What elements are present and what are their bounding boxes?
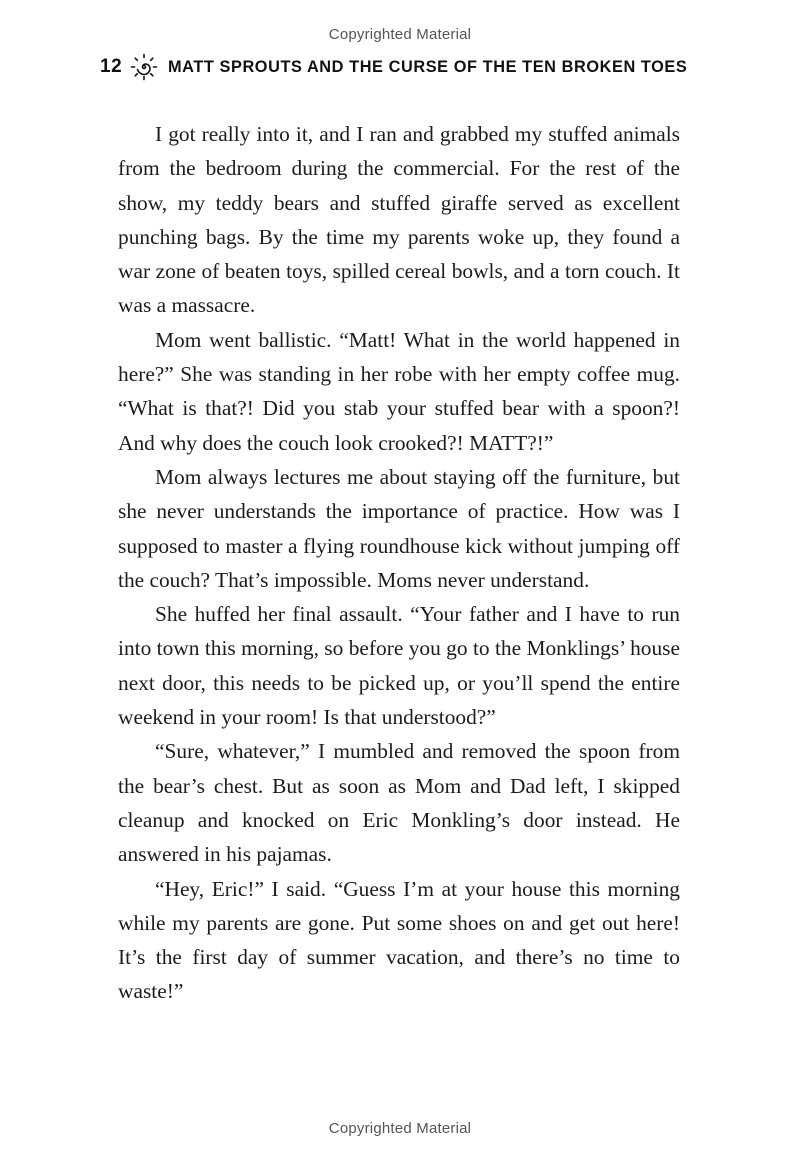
sun-swirl-icon xyxy=(130,53,158,81)
paragraph: Mom always lectures me about staying off the furniture, but she never understands the importance of practice. How was I supposed to master a flying roundhouse kick without jumping off the couch? That’s impossible. Moms never understand. xyxy=(118,464,680,592)
copyright-watermark-top: Copyrighted Material xyxy=(328,26,472,43)
paragraph: “Sure, whatever,” I mumbled and removed the spoon from the bear’s chest. But as soon as Mom and Dad left, I skipped cleanup and knocked on Eric Monkling’s door instead. He answered in his pajamas. xyxy=(118,739,680,867)
paragraph: “Hey, Eric!” I said. “Guess I’m at your house this morning while my parents are gone. Put some shoes on and get out here! It’s the first day of summer vacation, and there’s no time to waste!” xyxy=(118,876,680,1004)
page-number: 12 xyxy=(100,56,123,77)
paragraph: I got really into it, and I ran and grabbed my stuffed animals from the bedroom during the commercial. For the rest of the show, my teddy bears and stuffed giraffe served as excellent punching bags. By the time my parents woke up, they found a war zone of beaten toys, spilled cereal bowls, and a torn couch. It was a massacre. xyxy=(118,122,680,318)
paragraph: Mom went ballistic. “Matt! What in the world happened in here?” She was standing in her robe with her empty coffee mug. “What is that?! Did you stab your stuffed bear with a spoon?! And why does the couch look crooked?! MATT?!” xyxy=(118,327,680,455)
running-head xyxy=(100,52,700,82)
book-title-header: MATT SPROUTS AND THE CURSE OF THE TEN BROKEN TOES xyxy=(168,57,688,76)
body-text xyxy=(118,117,680,1009)
paragraph: She huffed her final assault. “Your father and I have to run into town this morning, so before you go to the Monklings’ house next door, this needs to be picked up, or you’ll spend the entire weekend in your room! Is that understood?” xyxy=(118,602,680,730)
copyright-watermark-bottom: Copyrighted Material xyxy=(328,1120,472,1137)
